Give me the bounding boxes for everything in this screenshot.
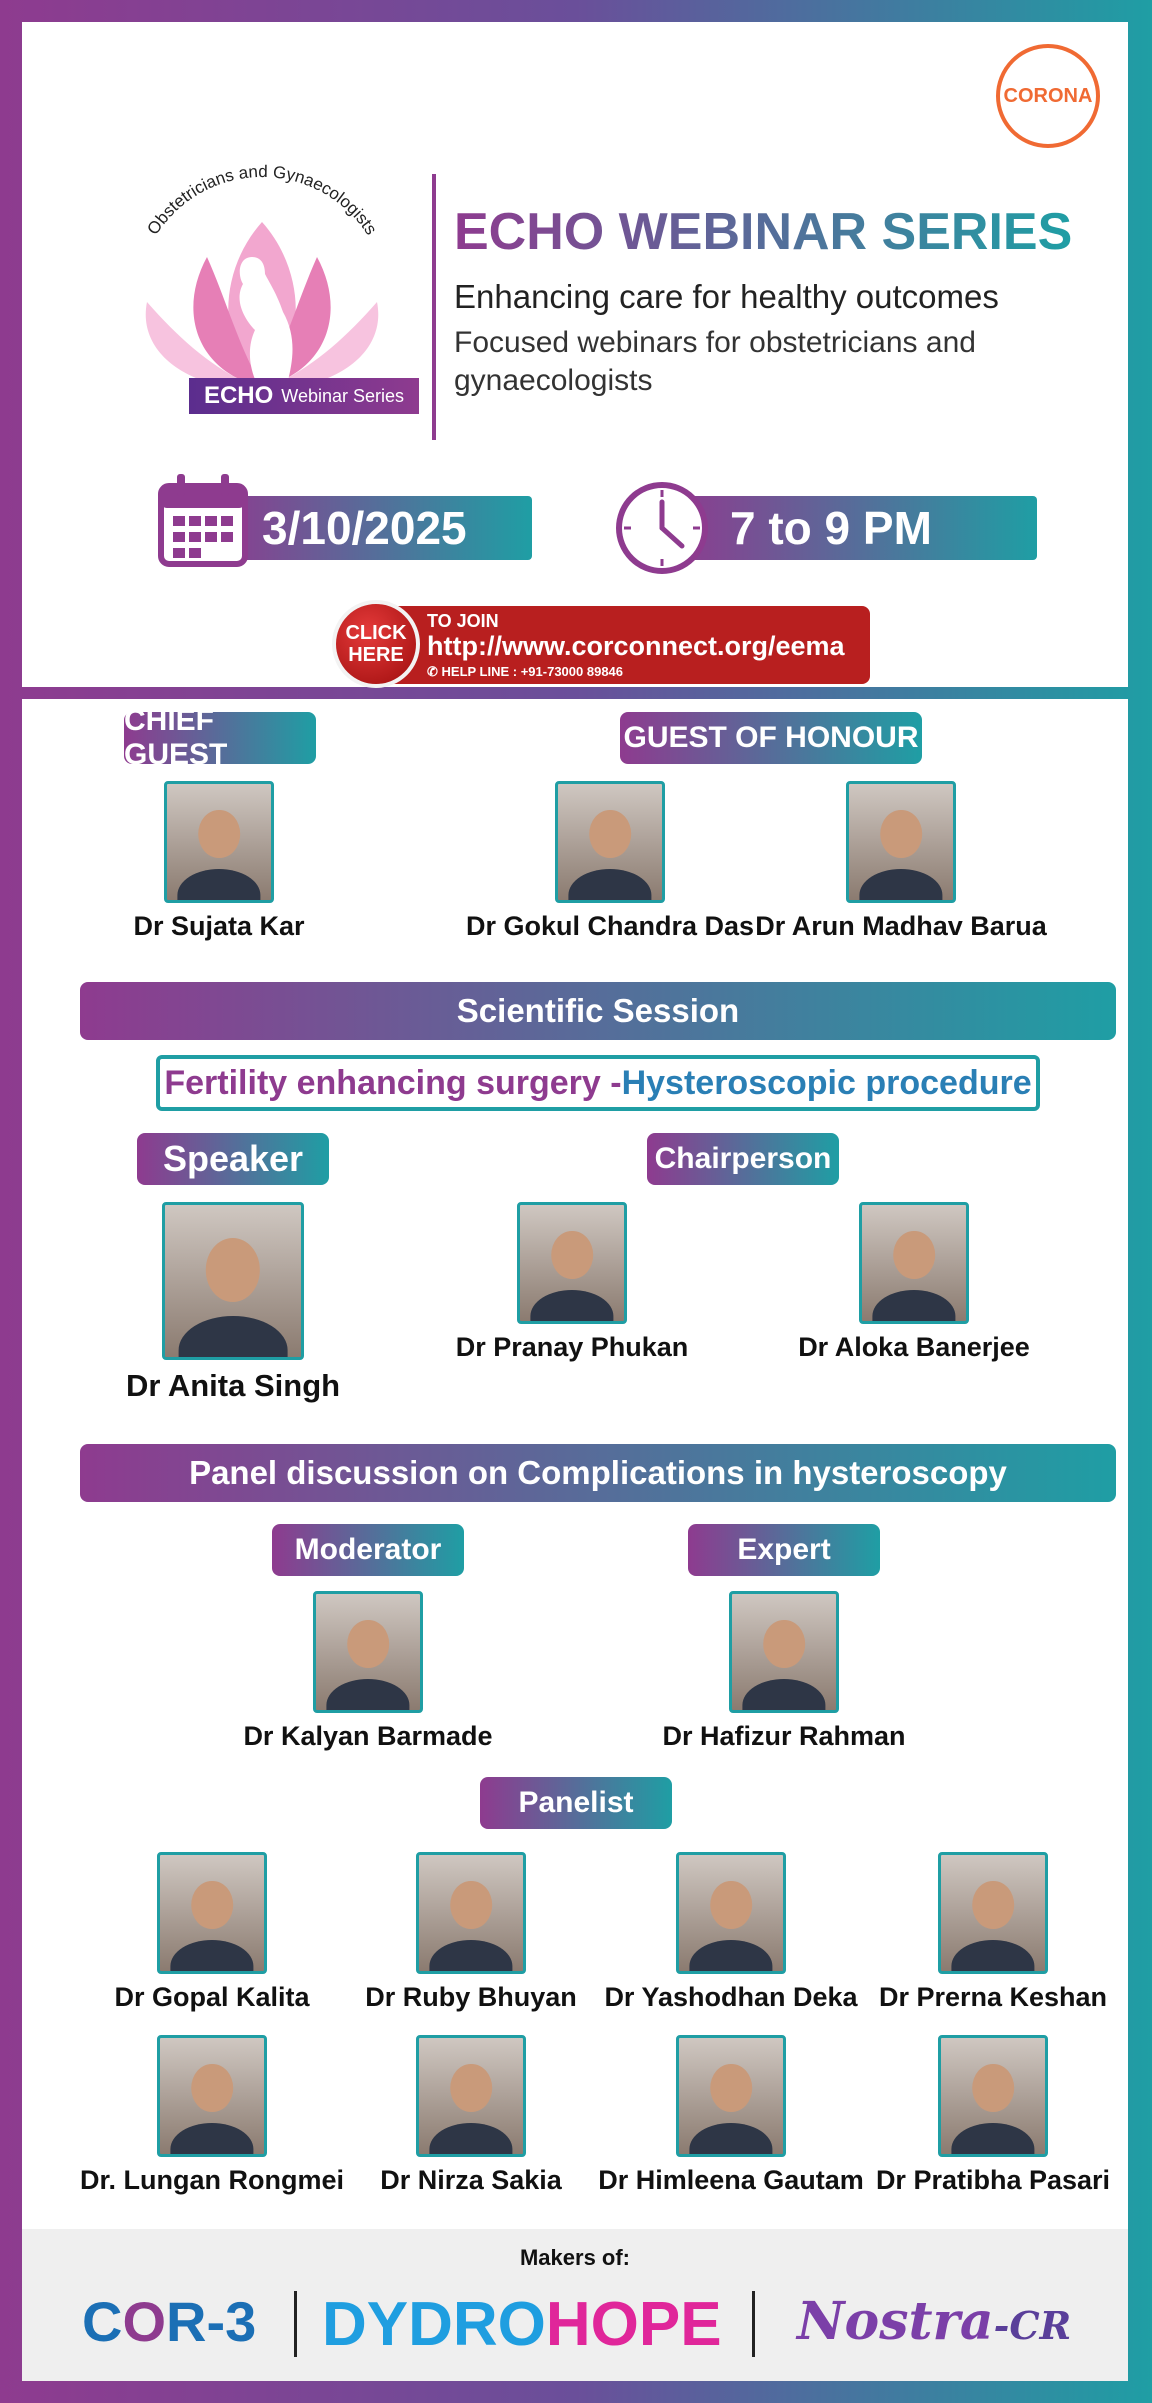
person-name: Dr Ruby Bhuyan xyxy=(365,1982,577,2012)
person-name: Dr. Lungan Rongmei xyxy=(79,2165,344,2195)
avatar xyxy=(157,1852,267,1974)
moderator-label: Moderator xyxy=(272,1524,464,1576)
chairperson-label: Chairperson xyxy=(647,1133,839,1185)
nostra-cr-brand xyxy=(797,2291,1071,2352)
panelist-card xyxy=(62,2035,362,2196)
panelist-label: Panelist xyxy=(480,1777,672,1829)
avatar xyxy=(846,781,956,903)
dydro-text: DYDRO xyxy=(322,2290,546,2359)
avatar xyxy=(416,1852,526,1974)
panelist-card xyxy=(62,1852,362,2013)
expert-card xyxy=(634,1591,934,1752)
header-panel xyxy=(22,22,1128,687)
avatar xyxy=(517,1202,627,1324)
moderator-card xyxy=(218,1591,518,1752)
panelist-card xyxy=(843,1852,1143,2013)
clock-icon xyxy=(614,480,710,576)
expert-label: Expert xyxy=(688,1524,880,1576)
person-name: Dr Nirza Sakia xyxy=(380,2165,562,2195)
join-url-link[interactable]: http://www.corconnect.org/eema xyxy=(427,631,845,661)
page-description: Focused webinars for obstetricians and gynaecologists xyxy=(454,326,976,397)
event-time: 7 to 9 PM xyxy=(730,502,932,554)
cor3-part-3: R-3 xyxy=(166,2290,257,2353)
footer-brands xyxy=(22,2229,1128,2381)
time-pill xyxy=(672,496,1037,560)
date-pill xyxy=(212,496,532,560)
avatar xyxy=(729,1591,839,1713)
session-topic xyxy=(156,1055,1040,1111)
hope-text: HOPE xyxy=(545,2290,722,2359)
chief-guest-label: CHIEF GUEST xyxy=(124,712,316,764)
speaker-card xyxy=(83,1202,383,1404)
person-name: Dr Anita Singh xyxy=(125,1368,341,1403)
panelist-card xyxy=(321,2035,621,2196)
person-name: Dr Himleena Gautam xyxy=(598,2165,864,2195)
avatar xyxy=(938,2035,1048,2157)
avatar xyxy=(676,1852,786,1974)
page-subtitle: Enhancing care for healthy outcomes xyxy=(454,278,999,315)
logo-badge xyxy=(189,378,419,414)
echo-logo xyxy=(97,162,427,432)
logo-arc-text: Obstetricians and Gynaecologists xyxy=(143,162,381,239)
logo-badge-main: ECHO xyxy=(203,382,274,409)
person-name: Dr Hafizur Rahman xyxy=(662,1721,906,1751)
honour-guest-card xyxy=(751,781,1051,942)
topic-part-1: Fertility enhancing surgery - xyxy=(164,1063,622,1102)
honour-guest-card xyxy=(460,781,760,942)
cor3-brand xyxy=(82,2289,256,2354)
person-name: Dr Gokul Chandra Das xyxy=(465,911,755,941)
chief-guest-card xyxy=(69,781,369,942)
guest-of-honour-label: GUEST OF HONOUR xyxy=(620,712,922,764)
logo-badge-sub: Webinar Series xyxy=(281,385,405,406)
person-name: Dr Gopal Kalita xyxy=(114,1982,310,2012)
person-name: Dr Prerna Keshan xyxy=(878,1982,1108,2012)
panelist-card xyxy=(581,2035,881,2196)
helpline-text: ✆ HELP LINE : +91-73000 89846 xyxy=(427,664,624,679)
panelist-card xyxy=(321,1852,621,2013)
calendar-icon xyxy=(157,472,249,568)
join-label: TO JOIN xyxy=(427,611,499,631)
avatar xyxy=(313,1591,423,1713)
click-label-1: CLICK xyxy=(345,622,407,644)
cr-text: -CR xyxy=(993,2303,1072,2348)
scientific-session-band: Scientific Session xyxy=(80,982,1116,1040)
chairperson-card xyxy=(764,1202,1064,1363)
person-name: Dr Aloka Banerjee xyxy=(798,1332,1030,1362)
topic-part-2: Hysteroscopic procedure xyxy=(621,1063,1032,1102)
panelist-card xyxy=(581,1852,881,2013)
makers-label: Makers of: xyxy=(519,2245,631,2270)
person-name: Dr Arun Madhav Barua xyxy=(755,911,1047,941)
cor3-part-1: C xyxy=(82,2290,123,2353)
speaker-label: Speaker xyxy=(137,1133,329,1185)
person-name: Dr Kalyan Barmade xyxy=(243,1721,493,1751)
avatar xyxy=(555,781,665,903)
footer-divider xyxy=(294,2291,297,2357)
click-here-button[interactable] xyxy=(332,600,420,688)
dydrohope-brand xyxy=(322,2289,722,2360)
panelist-card xyxy=(843,2035,1143,2196)
avatar xyxy=(676,2035,786,2157)
avatar xyxy=(164,781,274,903)
avatar xyxy=(938,1852,1048,1974)
avatar xyxy=(162,1202,304,1360)
corona-badge: CORONA xyxy=(996,44,1100,148)
nostra-text: Nostra xyxy=(797,2291,994,2352)
header-divider xyxy=(432,174,436,440)
footer-divider xyxy=(752,2291,755,2357)
program-panel xyxy=(22,699,1128,2229)
person-name: Dr Pranay Phukan xyxy=(455,1332,689,1362)
page-title: ECHO WEBINAR SERIES xyxy=(454,203,1073,261)
person-name: Dr Pratibha Pasari xyxy=(875,2165,1111,2195)
avatar xyxy=(859,1202,969,1324)
person-name: Dr Sujata Kar xyxy=(133,911,305,941)
click-label-2: HERE xyxy=(348,644,404,666)
cor3-part-2: O xyxy=(122,2290,167,2353)
panel-discussion-band: Panel discussion on Complications in hysteroscopy xyxy=(80,1444,1116,1502)
avatar xyxy=(416,2035,526,2157)
chairperson-card xyxy=(422,1202,722,1363)
avatar xyxy=(157,2035,267,2157)
person-name: Dr Yashodhan Deka xyxy=(604,1982,858,2012)
event-date: 3/10/2025 xyxy=(262,502,467,554)
